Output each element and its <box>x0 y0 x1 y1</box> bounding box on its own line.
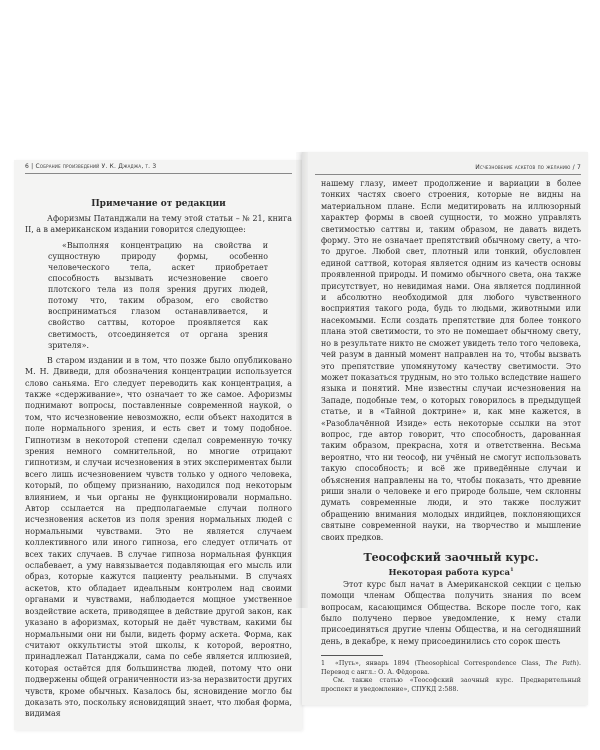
section-paragraph: Этот курс был начат в Американской секции с целью помощи членам Общества получить знания по всем вопросам, касающимся Общества. Вскоре после того, как было получено первое уведомление, к нему стали присоединяться другие члены Общества, и на сегодняшний день, в декабре, к нему присоединились сто сорок шесть <box>321 579 581 646</box>
left-header-rule <box>25 173 292 174</box>
quote-text: «Выполняя концентрацию на свойства и сущностную природу формы, особенно человеческого тела, аскет приобретает способность вызывать исчезновение своего плотского тела из поля зрения других людей, потому что, таким образом, его свойство восприниматься глазом останавливается, и свойство саттвы, которое проявляется как светимость, отсоединяется от органа зрения зрителя». <box>48 240 268 350</box>
footnote-rule <box>321 655 383 656</box>
footnote-number: 1 <box>321 660 326 668</box>
left-running-head: 6 | Собрание произведений У. К. Джаджа, т. 3 <box>25 163 157 170</box>
footnote-text: «Путь», январь 1894 (Theosophical Correspondence Class, <box>335 660 546 668</box>
footnote-translator: ). Перевод с англ.: О. А. Фёдорова. <box>321 660 581 676</box>
section-subtitle <box>321 565 581 579</box>
note-title: Примечание от редакции <box>91 199 226 209</box>
intro-paragraph: Афоризмы Патанджали на тему этой статьи – № 21, книга II, а в американском издании говорится следующее: <box>25 214 292 235</box>
footnote-source: The Path <box>545 660 577 668</box>
right-page <box>302 152 588 705</box>
footnote-1 <box>321 660 581 677</box>
section-body <box>321 579 581 647</box>
footnote-see-also: См. также статью «Теософский заочный курс. Предварительный проспект и уведомление», СПУКД 2:588. <box>321 677 581 694</box>
footnote-ref[interactable]: 1 <box>510 567 514 573</box>
right-body <box>321 178 581 543</box>
right-header-rule <box>315 174 581 175</box>
section-subtitle-text: Некоторая работа курса <box>388 567 511 578</box>
left-page <box>14 160 302 730</box>
left-paragraph: В старом издании и в том, что позже было опубликовано М. Н. Двиведи, для обозначения концентрации используется слово саньяма. Его следует переводить как концентрация, а также «сдерживание», что означает то же самое. Афоризмы поднимают вопросы, поставленные современной наукой, о том, что исчезновение невозможно, если объект находится в поле нормального зрения, и есть свет и тому подобное. Гипнотизм в некоторой степени сделал современную точку зрения немного сомнительной, но многие отрицают гипнотизм, и случаи исчезновения в этих экспериментах были всего лишь исчезновением чувств только у одного человека, который, по общему признанию, находился под некоторым влиянием, и чьи органы не функционировали нормально. Автор ссылается на предполагаемые случаи полного исчезновения аскетов из поля зрения нормальных людей с нормальными чувствами. Это не является случаем коллективного или иного гипноза, его следует отличать от всех таких случаев. В случае гипноза нормальная функция ослабевает, а уму навязывается подавляющая его мысль или образ, которые кажутся пациенту реальными. В случаях аскетов, кто обладает идеальным контролем над своими органами и чувствами, наблюдается мощное умственное воздействие аскета, приводящее в действие другой закон, как указано в афоризмах, который не даёт чувствам, какими бы нормальными они ни были, видеть форму аскета. Форма, как считают оккультисты этой школы, к которой, вероятно, принадлежал Патанджали, сама по себе является иллюзией, которая остаётся для большинства людей, потому что они подвержены общей ограниченности из-за неразвитости других чувств, кроме обычных. Казалось бы, ясновидение могло бы доказать это, поскольку ясновидящий знает, что любая форма, видимая <box>25 355 292 719</box>
footnotes <box>321 660 581 694</box>
right-running-head: Исчезновение аскетов по желанию / 7 <box>475 164 581 171</box>
section-title: Теософский заочный курс. <box>363 551 539 564</box>
patanjali-quote <box>48 240 268 351</box>
left-body <box>25 355 292 720</box>
right-paragraph: нашему глазу, имеет продолжение и вариации в более тонких частях своего строения, которые не видны на материальном плане. Если медитировать на иллюзорный характер формы в своей сущности, то можно управлять светимостью саттвы и, таким образом, не давать видеть форму. Это не означает препятствий обычному свету, а что-то другое. Любой свет, плотный или тонкий, обусловлен единой саттвой, которая является одним из качеств основы проявленной природы. И помимо обычного света, она также присутствует, но невидимая нами. Она является подлинной и абсолютно необходимой для любого чувственного восприятия такого рода, будь то людьми, животными или насекомыми. Если создать препятствие для более тонкого плана этой светимости, то это не помешает обычному свету, но в результате никто не сможет увидеть тело того человека, чей разум в данный момент направлен на то, чтобы вызвать это препятствие упомянутому качеству светимости. Это может показаться трудным, но это только вследствие нашего языка и понятий. Мне известны случаи исчезновения на Западе, подобные тем, о которых говорилось в предыдущей статье, и в «Тайной доктрине» и, как мне кажется, в «Разоблачённой Изиде» есть некоторые ссылки на этот вопрос, где автор говорит, что способность, дарованная таким образом, прекрасна, хотя и ответственна. Весьма вероятно, что ни теософ, ни учёный не смогут использовать такую способность; и всё же приведённые случаи и объяснения направлены на то, чтобы показать, что древние риши знали о человеке и его природе больше, чем склонны думать современные люди, и это также послужит обращению внимания молодых индийцев, поклоняющихся святыне современной науки, на творчество и мышление своих предков. <box>321 179 581 542</box>
left-intro <box>25 213 292 236</box>
